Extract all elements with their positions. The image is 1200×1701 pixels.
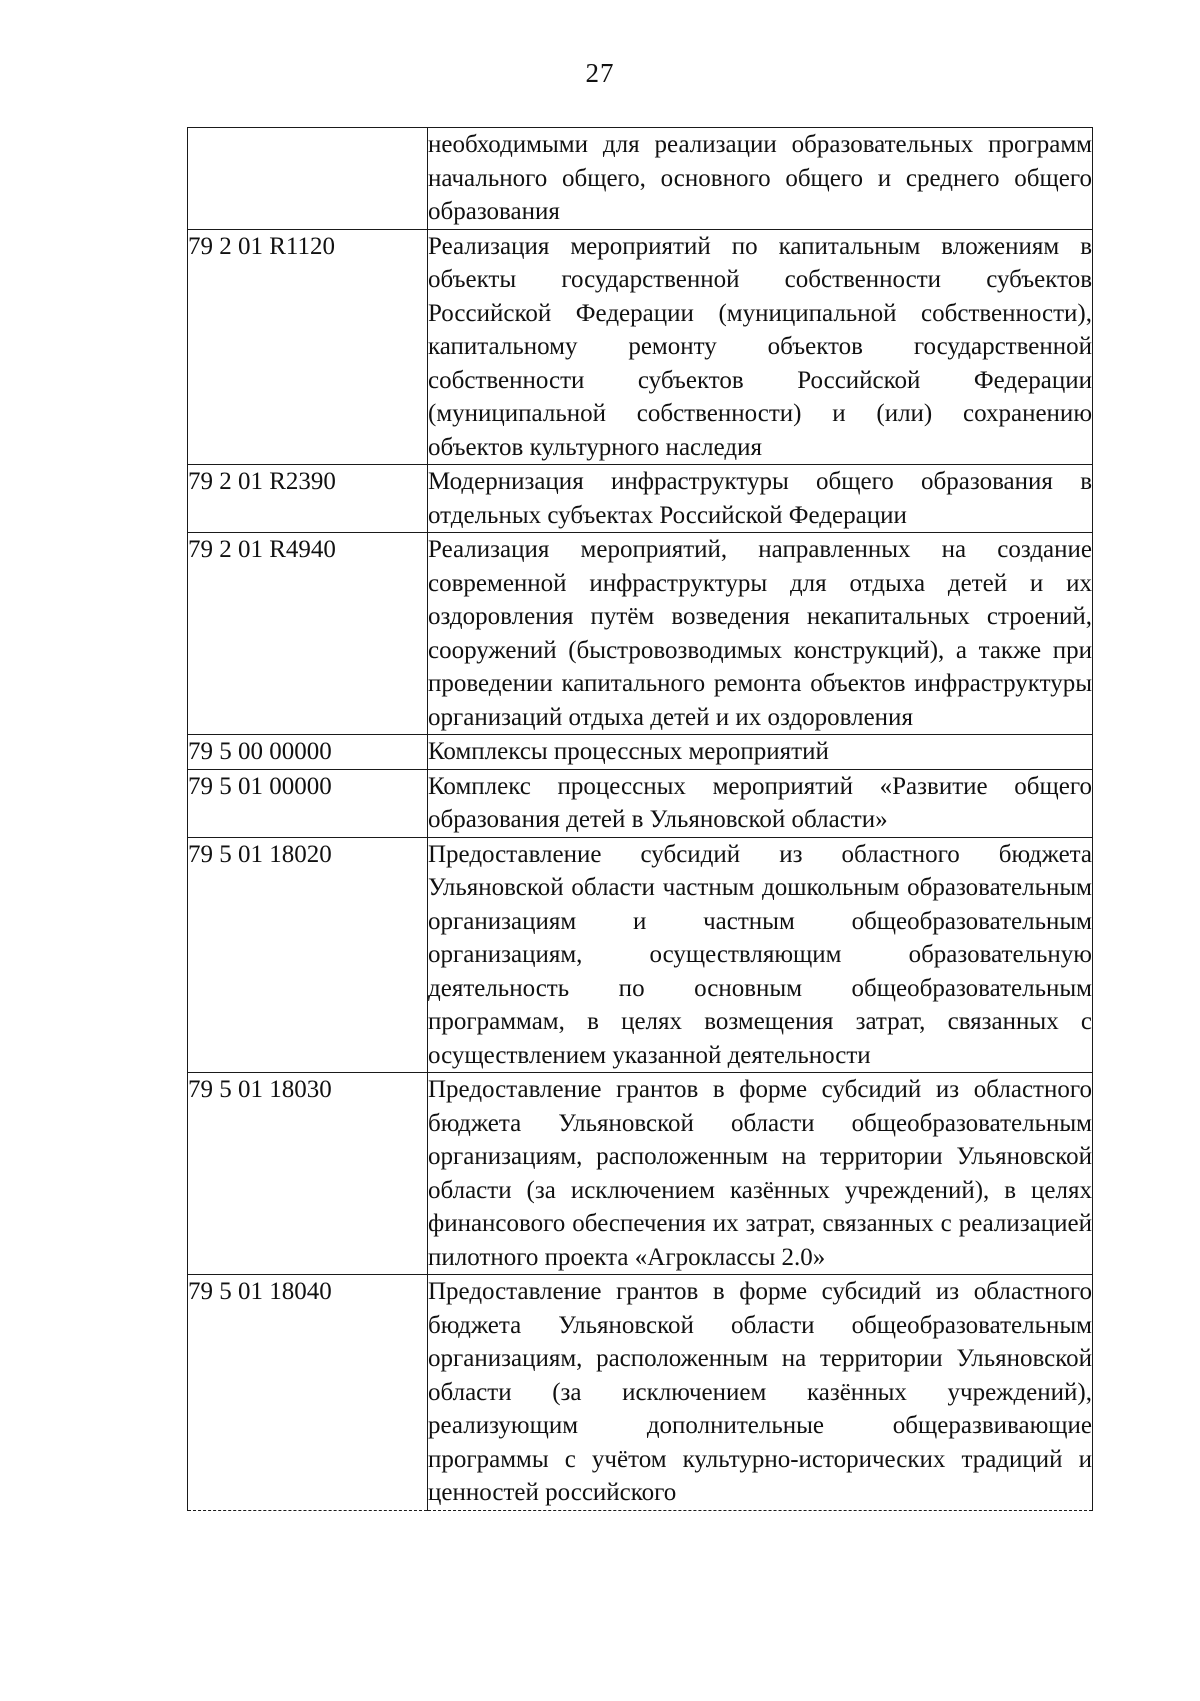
budget-codes-table	[187, 127, 1093, 1511]
description-cell	[428, 533, 1093, 735]
description-cell	[428, 735, 1093, 770]
description-cell	[428, 837, 1093, 1073]
code-cell: 79 5 01 00000	[188, 769, 428, 837]
description-cell	[428, 465, 1093, 533]
table-row	[188, 465, 1093, 533]
description-text: необходимыми для реализации образовательных программ начального общего, основного общего и среднего общего образования	[428, 131, 1092, 225]
code-cell: 79 2 01 R4940	[188, 533, 428, 735]
table-row	[188, 1073, 1093, 1275]
description-text: Предоставление грантов в форме субсидий из областного бюджета Ульяновской области общеобразовательным организациям, расположенным на территории Ульяновской области (за исключением казённых учреждений), в целях финансового обеспечения их затрат, связанных с реализацией пилотного проекта «Агроклассы 2.0»	[428, 1076, 1092, 1271]
table-row	[188, 769, 1093, 837]
description-text: Предоставление субсидий из областного бюджета Ульяновской области частным дошкольным образовательным организациям и частным общеобразовательным организациям, осуществляющим образовательную деятельность по основным общеобразовательным программам, в целях возмещения затрат, связанных с осуществлением указанной деятельности	[428, 840, 1092, 1069]
description-text: Реализация мероприятий по капитальным вложениям в объекты государственной собственности субъектов Российской Федерации (муниципальной собственности), капитальному ремонту объектов государственной собственности субъектов Российской Федерации (муниципальной собственности) и (или) сохранению объектов культурного наследия	[428, 232, 1092, 461]
description-cell	[428, 229, 1093, 465]
description-cell	[428, 769, 1093, 837]
table-row	[188, 735, 1093, 770]
table-row	[188, 1275, 1093, 1511]
code-cell: 79 5 01 18020	[188, 837, 428, 1073]
code-cell: 79 5 00 00000	[188, 735, 428, 770]
code-cell: 79 2 01 R1120	[188, 229, 428, 465]
description-cell	[428, 128, 1093, 230]
description-text: Реализация мероприятий, направленных на создание современной инфраструктуры для отдыха детей и их оздоровления путём возведения некапитальных строений, сооружений (быстровозводимых конструкций), а также при проведении капитального ремонта объектов инфраструктуры организаций отдыха детей и их оздоровления	[428, 536, 1092, 731]
code-cell: 79 2 01 R2390	[188, 465, 428, 533]
page-number: 27	[585, 58, 615, 88]
table-row	[188, 533, 1093, 735]
table-row	[188, 128, 1093, 230]
table-row	[188, 229, 1093, 465]
description-text: Предоставление грантов в форме субсидий из областного бюджета Ульяновской области общеобразовательным организациям, расположенным на территории Ульяновской области (за исключением казённых учреждений), реализующим дополнительные общеразвивающие программы с учётом культурно-исторических традиций и ценностей российского	[428, 1278, 1092, 1506]
description-text: Комплекс процессных мероприятий «Развитие общего образования детей в Ульяновской области»	[428, 772, 1092, 833]
code-cell: 79 5 01 18040	[188, 1275, 428, 1511]
description-cell	[428, 1275, 1093, 1511]
table-row	[188, 837, 1093, 1073]
description-cell	[428, 1073, 1093, 1275]
code-cell: 79 5 01 18030	[188, 1073, 428, 1275]
description-text: Комплексы процессных мероприятий	[428, 738, 829, 765]
code-cell	[188, 128, 428, 230]
description-text: Модернизация инфраструктуры общего образования в отдельных субъектах Российской Федерации	[428, 468, 1092, 529]
